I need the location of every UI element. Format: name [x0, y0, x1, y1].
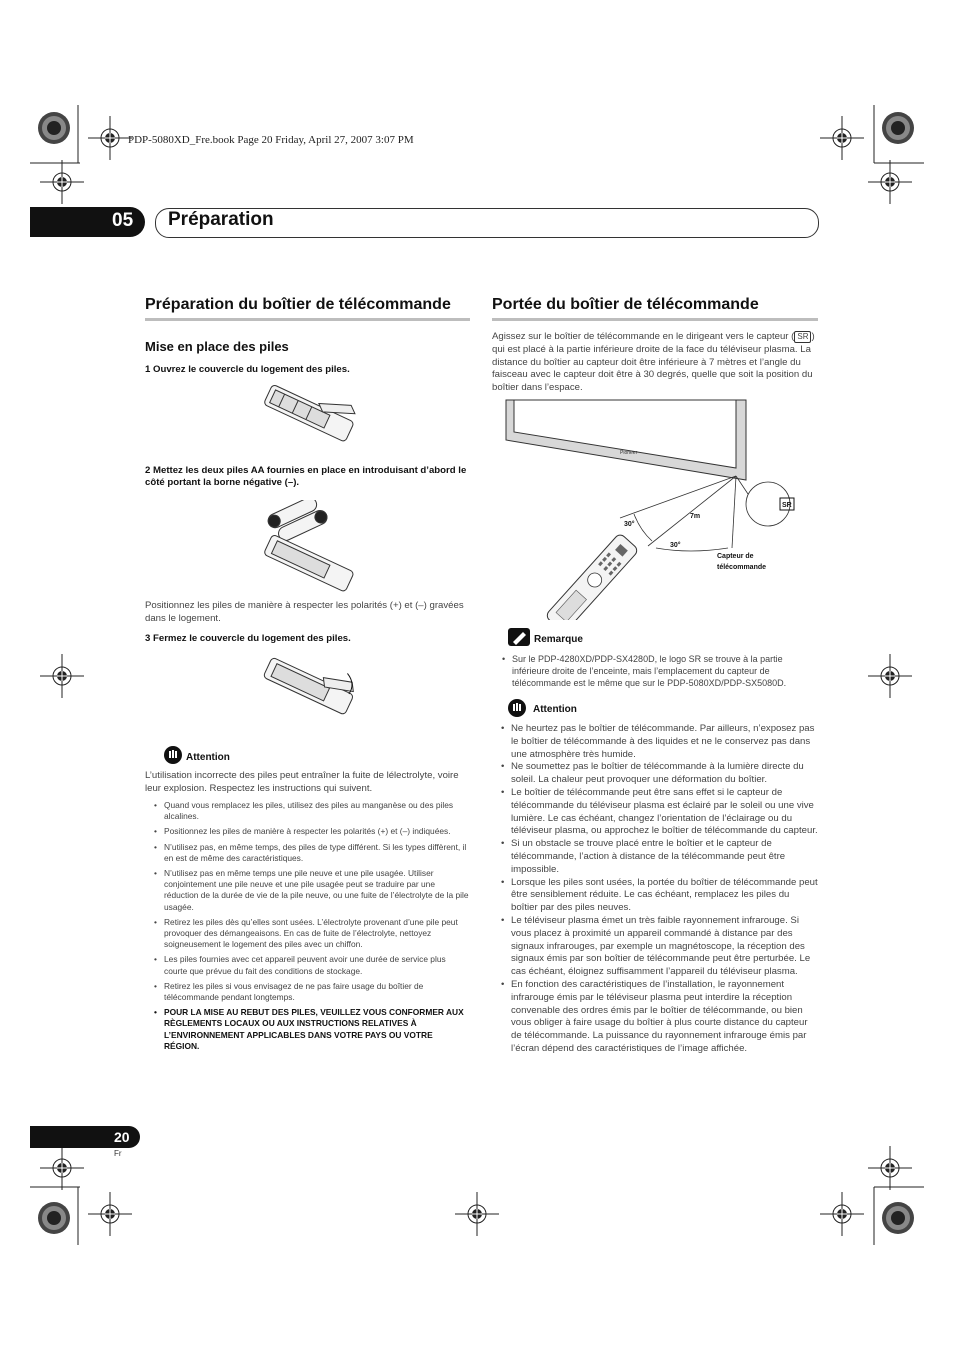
polarity-text: Positionnez les piles de manière à respecter les polarités (+) et (–) gravées dans le logement.: [145, 600, 464, 624]
left-section-rule: [145, 318, 470, 321]
list-item: • Le téléviseur plasma émet un très faible rayonnement infrarouge. Si vous placez à proximité un appareil commandé à distance par des signaux infrarouges, par exemple un magnétoscope, la réception des signaux émis par son boîtier de télécommande peut être perturbée. Le cas échéant, éloignez suffisamment l’appareil du téléviseur plasma.: [501, 915, 818, 979]
list-item: • Positionnez les piles de manière à respecter les polarités (+) et (–) indiquées.: [154, 826, 470, 837]
sensor-label-line2: télécommande: [717, 564, 767, 571]
angle-arc: [656, 548, 728, 551]
step-2: 2 Mettez les deux piles AA fournies en place en introduisant d’abord le côté portant la borne négative (–).: [145, 465, 467, 488]
beam-line: [648, 476, 736, 546]
sensor-label-line1: Capteur de: [717, 553, 754, 560]
left-section-title: Préparation du boîtier de télécommande: [145, 296, 451, 313]
list-item: • N’utilisez pas, en même temps, des piles de type différent. Si les types diffèrent, il en est de même des caractéristiques.: [154, 842, 470, 864]
step-3: 3 Fermez le couvercle du logement des piles.: [145, 633, 351, 644]
range-intro: Agissez sur le boîtier de télécommande en le dirigeant vers le capteur ( SR ) qui est placé à la partie inférieure droite de la face du téléviseur plasma. La distance du boîtier au capteur doit être inférieure à 7 mètres et l’angle du faisceau avec le capteur doit être à 30 degrés, quelle que soit la position du boîtier dans l’espace.: [492, 331, 815, 394]
left-attention-title: Attention: [186, 752, 230, 763]
angle-label-left: 30°: [624, 521, 635, 528]
remarque-title: Remarque: [534, 634, 583, 645]
remote-range-diagram: [500, 398, 820, 620]
page-number: 20: [114, 1129, 130, 1145]
sr-badge: SR: [782, 502, 792, 509]
angle-label-right: 30°: [670, 542, 681, 549]
chapter-title: Préparation: [168, 209, 274, 230]
right-attention-title: Attention: [533, 704, 577, 715]
remote-control-illustration: [545, 533, 639, 620]
page-language: Fr: [114, 1149, 122, 1158]
distance-label: 7m: [690, 513, 701, 520]
remote-close-cover-illustration: [258, 650, 358, 725]
left-attention-list: [154, 800, 470, 1056]
list-item: • Quand vous remplacez les piles, utilisez des piles au manganèse ou des piles alcalines.: [154, 800, 470, 822]
list-item: • En fonction des caractéristiques de l’installation, le rayonnement infrarouge émis par le téléviseur plasma peut interdire la réception convenable des ordres émis par le boîtier de télécommande, ou bien vous obliger à faire usage du boîtier à plus courte distance du capteur de télécommande. La puissance du rayonnement infrarouge émis par l’écran dépend des caractéristiques de l’image affichée.: [501, 979, 818, 1056]
file-info: PDP-5080XD_Fre.book Page 20 Friday, April 27, 2007 3:07 PM: [128, 134, 414, 146]
chapter-number: 05: [112, 210, 134, 231]
sr-logo-icon: SR: [794, 331, 811, 343]
beam-line: [732, 476, 736, 548]
right-section-title: Portée du boîtier de télécommande: [492, 296, 759, 313]
list-item: • Le boîtier de télécommande peut être sans effet si le capteur de télécommande du téléviseur plasma est éclairé par le soleil ou une vive lumière. Le cas échéant, changez l’orientation de l’éclairage ou du téléviseur plasma, ou approchez le boîtier de télécommande du capteur.: [501, 787, 818, 838]
angle-arc: [634, 514, 652, 541]
step-1: 1 Ouvrez le couvercle du logement des piles.: [145, 364, 350, 375]
tv-brand: Pioneer: [620, 450, 638, 456]
left-attention-intro: L’utilisation incorrecte des piles peut entraîner la fuite de lélectrolyte, voire leur explosion. Respectez les instructions qui suivent.: [145, 770, 459, 794]
insert-batteries-illustration: [258, 500, 358, 595]
list-item: • Lorsque les piles sont usées, la portée du boîtier de télécommande peut être sensiblement réduite. Le cas échéant, remplacez les piles du boîtier par des piles neuves.: [501, 877, 818, 915]
beam-line: [620, 476, 736, 518]
list-item: • Ne soumettez pas le boîtier de télécommande à la lumière directe du soleil. La chaleur peut provoquer une déformation du boîtier.: [501, 761, 818, 787]
remarque-list: [502, 653, 818, 689]
list-item: • Sur le PDP-4280XD/PDP-SX4280D, le logo SR se trouve à la partie inférieure droite de l’enceinte, mais l’emplacement du capteur de télécommande est le même que sur le PDP-5080XD/PDP-SX5080D.: [502, 653, 818, 689]
list-item: • Si un obstacle se trouve placé entre le boîtier et le capteur de télécommande, l’action à distance de la télécommande peut être impossible.: [501, 838, 818, 876]
list-item: • Les piles fournies avec cet appareil peuvent avoir une durée de service plus courte que prévue du fait des conditions de stockage.: [154, 954, 470, 976]
attention-hand-icon: [508, 699, 526, 717]
attention-hand-icon: [164, 746, 182, 764]
remote-open-cover-illustration: [258, 380, 358, 450]
list-item: • Retirez les piles si vous envisagez de ne pas faire usage du boîtier de télécommande pendant longtemps.: [154, 981, 470, 1003]
right-section-rule: [492, 318, 818, 321]
list-item: • POUR LA MISE AU REBUT DES PILES, VEUILLEZ VOUS CONFORMER AUX RÈGLEMENTS LOCAUX OU AUX INSTRUCTIONS RELATIVES À L’ENVIRONNEMENT APPLICABLES DANS VOTRE PAYS OU VOTRE RÉGION.: [154, 1007, 470, 1052]
subsection-title: Mise en place des piles: [145, 339, 289, 354]
list-item: • Ne heurtez pas le boîtier de télécommande. Par ailleurs, n’exposez pas le boîtier de télécommande à des liquides et ne le conservez pas dans une atmosphère très humide.: [501, 723, 818, 761]
list-item: • Retirez les piles dès qu’elles sont usées. L’électrolyte provenant d’une pile peut provoquer des démangeaisons. En cas de fuite de l’électrolyte, nettoyez soigneusement le logement des piles avec un chiffon.: [154, 917, 470, 951]
pencil-note-icon: [508, 628, 530, 646]
right-attention-list: [501, 723, 818, 1056]
list-item: • N’utilisez pas en même temps une pile neuve et une pile usagée. Utiliser conjointement une pile neuve et une pile usagée peut se traduire par une réduction de la durée de vie de la pile neuve, ou une fuite de l’électrolyte de la pile usagée.: [154, 868, 470, 913]
